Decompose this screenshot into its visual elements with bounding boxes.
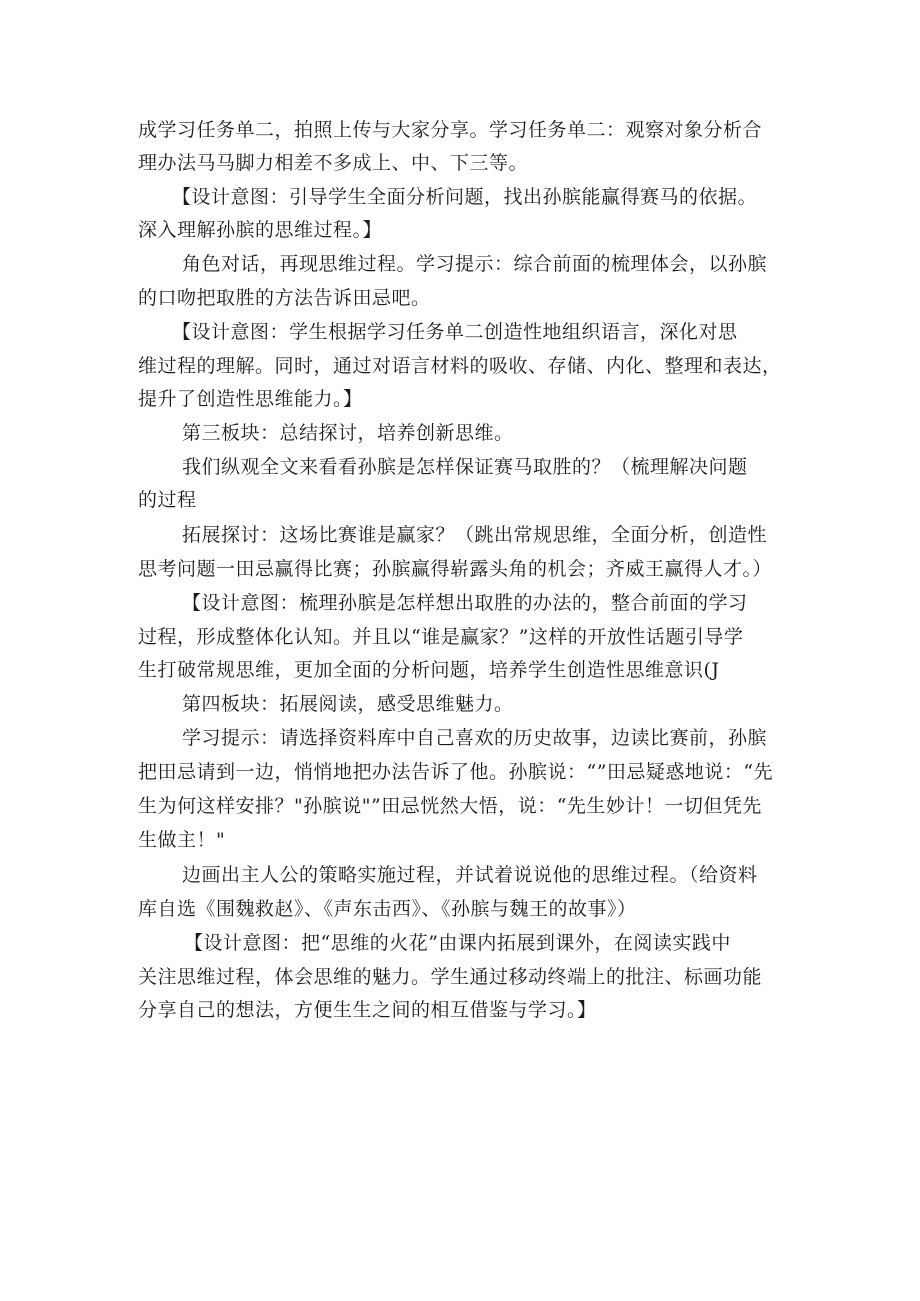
text-line: 的过程: [138, 489, 197, 511]
text-line: 思考问题一田忌赢得比赛；孙膑赢得崭露头角的机会；齐威王赢得人才。）: [138, 558, 773, 580]
text-line: 深入理解孙膑的思维过程。】: [138, 219, 383, 241]
text-line: 生打破常规思维，更加全面的分析问题，培养学生创造性思维意识(J: [138, 659, 720, 681]
text-line: 把田忌请到一边，悄悄地把办法告诉了他。孙膑说：“”田忌疑惑地说：“先: [138, 761, 774, 783]
text-line: 第三板块：总结探讨，培养创新思维。: [182, 422, 514, 444]
text-line: 我们纵观全文来看看孙膑是怎样保证赛马取胜的？（梳理解决问题: [182, 456, 748, 478]
text-line: 成学习任务单二，拍照上传与大家分享。学习任务单二：观察对象分析合: [138, 119, 763, 141]
text-line: 维过程的理解。同时，通过对语言材料的吸收、存储、内化、整理和表达，: [138, 355, 782, 377]
text-line: 学习提示：请选择资料库中自己喜欢的历史故事，边读比赛前，孙膑: [182, 727, 768, 749]
text-line: 生为何这样安排？"孙膑说"”田忌恍然大悟，说：“先生妙计！一切但凭先: [138, 795, 762, 817]
text-line: 理办法马马脚力相差不多成上、中、下三等。: [138, 152, 529, 174]
text-line: 提升了创造性思维能力。】: [138, 388, 363, 410]
text-line: 过程，形成整体化认知。并且以“谁是赢家？”这样的开放性话题引导学: [138, 626, 744, 648]
text-line: 【设计意图：引导学生全面分析问题，找出孙膑能赢得赛马的依据。: [172, 186, 758, 208]
text-line: 边画出主人公的策略实施过程，并试着说说他的思维过程。（给资料: [182, 864, 758, 886]
text-line: 库自选《围魏救赵》、《声东击西》、《孙膑与魏王的故事》）: [138, 898, 637, 920]
text-line: 分享自己的想法，方便生生之间的相互借鉴与学习。】: [138, 999, 597, 1021]
text-line: 【设计意图：学生根据学习任务单二创造性地组织语言，深化对思: [172, 321, 738, 343]
text-line: 拓展探讨：这场比赛谁是赢家？（跳出常规思维，全面分析，创造性: [182, 524, 768, 546]
text-line: 生做主！": [138, 829, 226, 851]
text-line: 【设计意图：梳理孙膑是怎样想出取胜的办法的，整合前面的学习: [182, 592, 748, 614]
text-line: 的口吻把取胜的方法告诉田忌吧。: [138, 287, 431, 309]
text-line: 第四板块：拓展阅读，感受思维魅力。: [182, 693, 514, 715]
text-line: 【设计意图：把“思维的火花”由课内拓展到课外，在阅读实践中: [184, 932, 731, 954]
text-line: 关注思维过程，体会思维的魅力。学生通过移动终端上的批注、标画功能: [138, 966, 763, 988]
text-line: 角色对话，再现思维过程。学习提示：综合前面的梳理体会，以孙膑: [182, 253, 768, 275]
